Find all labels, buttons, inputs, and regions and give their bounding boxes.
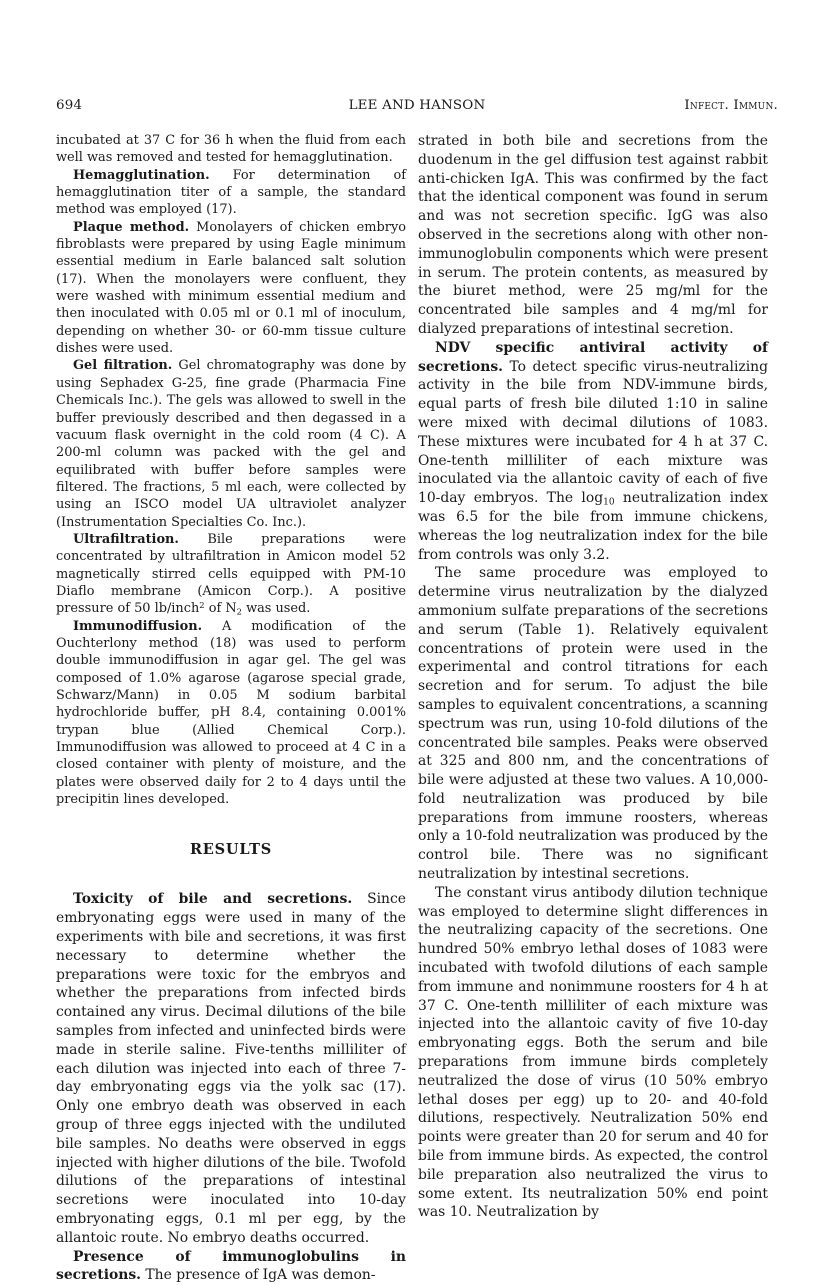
- page-number: 694: [56, 98, 83, 113]
- section-heading: Immunodiffusion.: [73, 618, 203, 634]
- journal-name: Infect. Immun.: [684, 98, 778, 113]
- results-heading: RESULTS: [189, 841, 273, 859]
- paragraph: strated in both bile and secretions from the duodenum in the gel diffusion test against rabbit anti-chicken IgA. This was confirmed by the fact that the identical component was found in serum and was not secretion specific. IgG was also observed in the secretions along with other non-immunoglobulin components which were present in serum. The protein contents, as measured by the biuret method, were 25 mg/ml for the concentrated bile samples and 4 mg/ml for dialyzed preparations of intestinal secretion.: [418, 133, 768, 337]
- paragraph-plaque-method: Plaque method. Monolayers of chicken embryo fibroblasts were prepared by using Eagle minimum essential medium in Earle balanced salt solution (17). When the monolayers were confluent, they were washed with minimum essential medium and then inoculated with 0.05 ml or 0.1 ml of inoculum, depending on whether 30- or 60-mm tissue culture dishes were used.: [56, 219, 406, 357]
- right-column: [418, 132, 768, 1222]
- paragraph-immunodiffusion: Immunodiffusion. A modification of the Ouchterlony method (18) was used to perform double immunodiffusion in agar gel. The gel was composed of 1.0% agarose (agarose special grade, Schwarz/Mann) in 0.05 M sodium barbital hydrochloride buffer, pH 8.4, containing 0.001% trypan blue (Allied Chemical Corp.). Immunodiffusion was allowed to proceed at 4 C in a closed container with plenty of moisture, and the plates were observed daily for 2 to 4 days until the precipitin lines developed.: [56, 618, 406, 808]
- section-heading: NDV specific antiviral activity of secretions.: [418, 339, 768, 375]
- paragraph-toxicity: Toxicity of bile and secretions. Since embryonating eggs were used in many of the experiments with bile and secretions, it was first necessary to determine whether the preparations were toxic for the embryos and whether the preparations from infected birds contained any virus. Decimal dilutions of the bile samples from infected and uninfected birds were made in sterile saline. Five-tenths milliliter of each dilution was injected into each of three 7-day embryonating eggs via the yolk sac (17). Only one embryo death was observed in each group of three eggs injected with the undiluted bile samples. No deaths were observed in eggs injected with higher dilutions of the bile. Twofold dilutions of the preparations of intestinal secretions were inoculated into 10-day embryonating eggs, 0.1 ml per egg, by the allantoic route. No embryo deaths occurred.: [56, 891, 406, 1246]
- section-heading: Presence of immunoglobulins in secretions.: [56, 1248, 406, 1284]
- section-heading: Toxicity of bile and secretions.: [73, 891, 353, 908]
- left-column: [56, 132, 406, 1285]
- section-heading: Ultrafiltration.: [73, 531, 179, 547]
- paragraph-immunoglobulins: Presence of immunoglobulins in secretions. The presence of IgA was demon-: [56, 1248, 406, 1284]
- section-heading: Plaque method.: [73, 219, 190, 235]
- section-heading: Gel filtration.: [73, 358, 173, 374]
- paragraph-ultrafiltration: Ultrafiltration. Bile preparations were concentrated by ultrafiltration in Amicon model 52 magnetically stirred cells equipped with PM-10 Diaflo membrane (Amicon Corp.). A positive pressure of 50 lb/inch$^2$ of $N_2$ was used.: [56, 531, 406, 617]
- paragraph: The constant virus antibody dilution technique was employed to determine slight differences in the neutralizing capacity of the secretions. One hundred 50% embryo lethal doses of 1083 were incubated with twofold dilutions of each sample from immune and nonimmune roosters for 4 h at 37 C. One-tenth milliliter of each mixture was injected into the allantoic cavity of five 10-day embryonating eggs. Both the serum and bile preparations from immune birds completely neutralized the dose of virus (10 50% embryo lethal doses per egg) up to 20- and 40-fold dilutions, respectively. Neutralization 50% end points were greater than 20 for serum and 40 for bile from immune birds. As expected, the control bile preparation also neutralized the virus to some extent. Its neutralization 50% end point was 10. Neutralization by: [418, 884, 768, 1221]
- paragraph-hemagglutination: Hemagglutination. For determination of hemagglutination titer of a sample, the standard method was employed (17).: [56, 167, 406, 218]
- paragraph-gel-filtration: Gel filtration. Gel chromatography was done by using Sephadex G-25, fine grade (Pharmacia Fine Chemicals Inc.). The gels was allowed to swell in the buffer previously described and then degassed in a vacuum flask overnight in the cold room (4 C). A 200-ml column was packed with the gel and equilibrated with buffer before samples were filtered. The fractions, 5 ml each, were collected by using an ISCO model UA ultraviolet analyzer (Instrumentation Specialties Co. Inc.).: [56, 358, 406, 530]
- section-heading: Hemagglutination.: [73, 167, 210, 183]
- running-authors: LEE AND HANSON: [348, 98, 486, 113]
- running-header: [56, 98, 778, 118]
- paragraph: The same procedure was employed to determine virus neutralization by the dialyzed ammonium sulfate preparations of the secretions and serum (Table 1). Relatively equivalent concentrations of protein were used in the experimental and control titrations for each secretion and for serum. To adjust the bile samples to equivalent concentrations, a scanning spectrum was run, using 10-fold dilutions of the concentrated bile samples. Peaks were observed at 325 and 800 nm, and the concentrations of bile were adjusted at these two values. A 10,000-fold neutralization was produced by bile preparations from immune roosters, whereas only a 10-fold neutralization was produced by the control bile. There was no significant neutralization by intestinal secretions.: [418, 565, 768, 883]
- paragraph: incubated at 37 C for 36 h when the fluid from each well was removed and tested for hemagglutination.: [56, 133, 406, 166]
- paragraph-ndv-activity: NDV specific antiviral activity of secretions. To detect specific virus-neutralizing activity in the bile from NDV-immune birds, equal parts of fresh bile diluted 1:10 in saline were mixed with decimal dilutions of 1083. These mixtures were incubated for 4 h at 37 C. One-tenth milliliter of each mixture was inoculated via the allantoic cavity of each of five 10-day embryos. The $\log_{10}$ neutralization index was 6.5 for the bile from immune chickens, whereas the log neutralization index for the bile from controls was only 3.2.: [418, 339, 768, 563]
